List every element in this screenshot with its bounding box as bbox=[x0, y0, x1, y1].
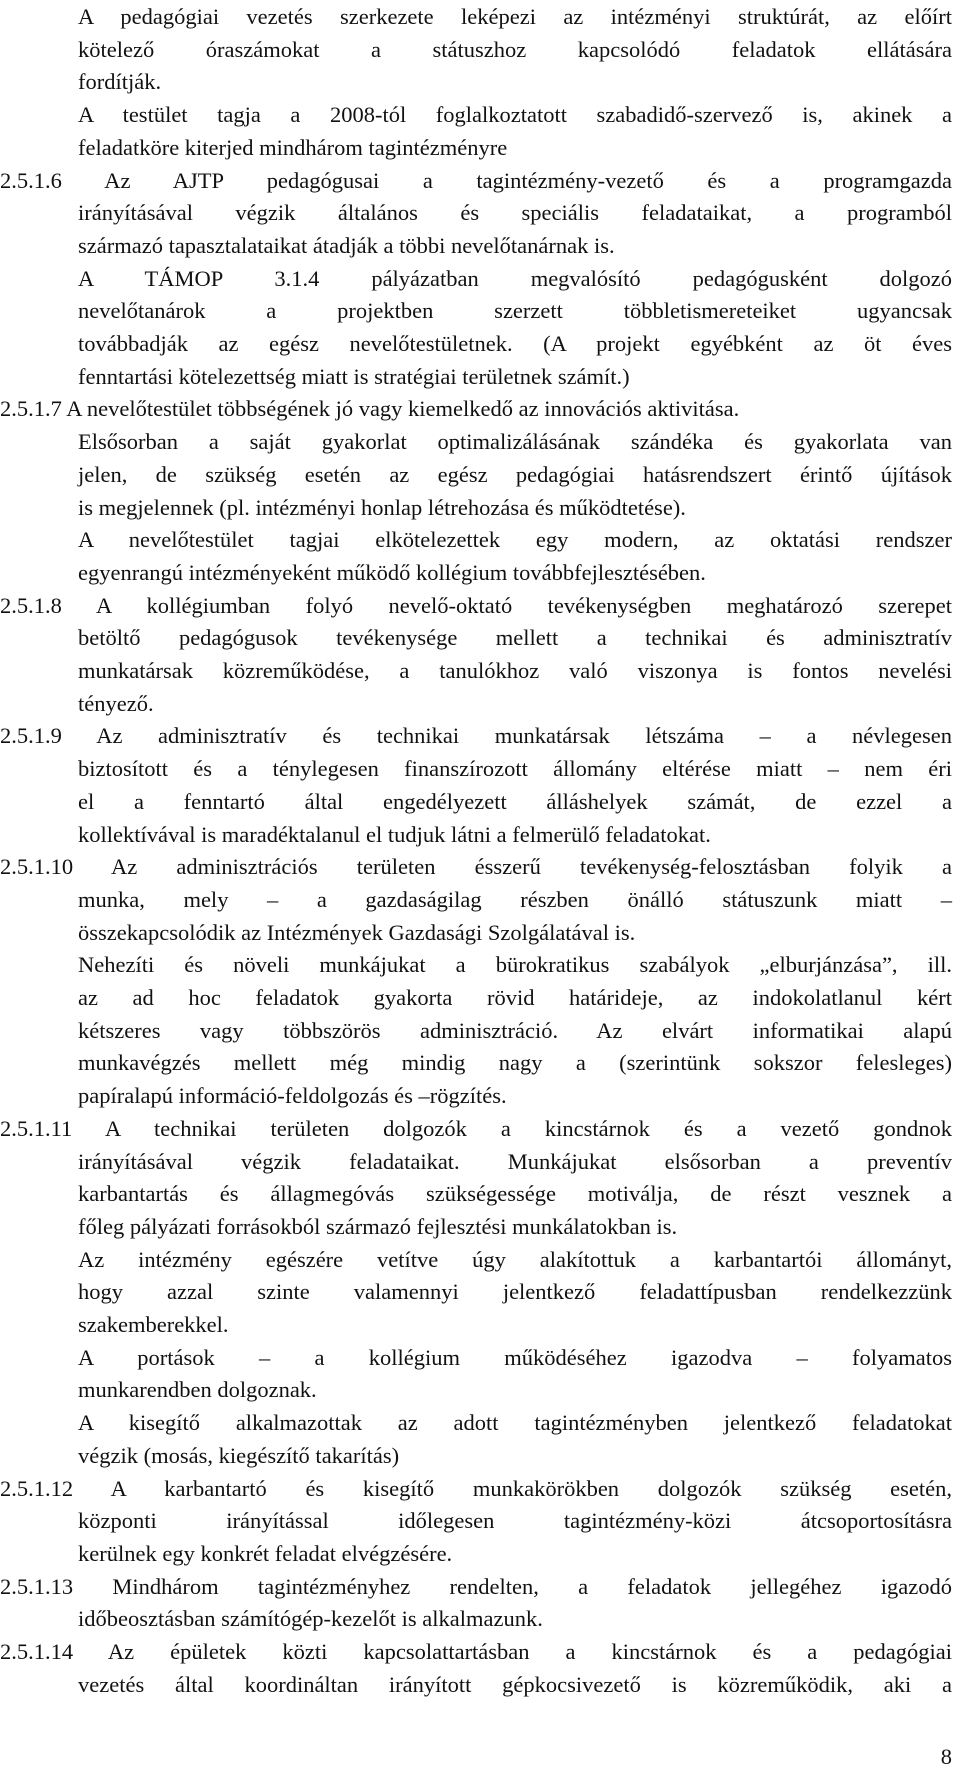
line-text: kollektívával is maradéktalanul el tudjuk látni a felmerülő feladatokat. bbox=[78, 821, 711, 847]
line-text: feladatköre kiterjed mindhárom tagintézményre bbox=[78, 134, 508, 160]
line-text: Nehezíti és növeli munkájukat a bürokratikus szabályok „elburjánzása”, ill. bbox=[78, 952, 952, 978]
line-text: szakemberekkel. bbox=[78, 1312, 229, 1337]
paragraph-line bbox=[78, 556, 952, 589]
line-text: egyenrangú intézményeként működő kollégium továbbfejlesztésében. bbox=[78, 559, 706, 585]
numbered-paragraph-line bbox=[0, 1472, 952, 1505]
section-text: Az AJTP pedagógusai a tagintézmény-vezető és a programgazda bbox=[61, 167, 952, 193]
paragraph-line bbox=[78, 1308, 952, 1341]
line-text: továbbadják az egész nevelőtestületnek. (A projekt egyébként az öt éves bbox=[78, 331, 952, 356]
line-text: papíralapú információ-feldolgozás és –rögzítés. bbox=[78, 1083, 507, 1109]
section-number: 2.5.1.9 bbox=[0, 723, 62, 749]
paragraph-line bbox=[78, 654, 952, 687]
line-text: hogy azzal szinte valamennyi jelentkező feladattípusban rendelkezzünk bbox=[78, 1279, 952, 1305]
paragraph-line bbox=[78, 0, 952, 33]
paragraph-line bbox=[78, 687, 952, 720]
paragraph-line bbox=[78, 1406, 952, 1439]
paragraph-line bbox=[78, 262, 952, 295]
paragraph-line bbox=[78, 425, 952, 458]
paragraph-line bbox=[78, 98, 952, 131]
line-text: A nevelőtestület tagjai elkötelezettek egy modern, az oktatási rendszer bbox=[78, 527, 952, 553]
paragraph-line bbox=[78, 1341, 952, 1374]
line-text: főleg pályázati forrásokból származó fejlesztési munkálatokban is. bbox=[78, 1213, 678, 1239]
numbered-paragraph-line bbox=[0, 164, 952, 197]
line-text: időbeosztásban számítógép-kezelőt is alkalmazunk. bbox=[78, 1606, 543, 1632]
line-text: munkarendben dolgoznak. bbox=[78, 1377, 317, 1403]
line-text: jelen, de szükség esetén az egész pedagógiai hatásrendszert érintő újítások bbox=[78, 461, 952, 487]
line-text: fenntartási kötelezettség miatt is stratégiai területnek számít.) bbox=[78, 363, 630, 389]
line-text: kétszeres vagy többszörös adminisztráció. Az elvárt informatikai alapú bbox=[78, 1017, 952, 1043]
section-number: 2.5.1.6 bbox=[0, 167, 62, 193]
paragraph-line bbox=[78, 1046, 952, 1079]
line-text: is megjelennek (pl. intézményi honlap létrehozása és működtetése). bbox=[78, 494, 686, 520]
section-number: 2.5.1.14 bbox=[0, 1639, 74, 1664]
line-text: vezetés által koordináltan irányított gépkocsivezető is közreműködik, aki a bbox=[78, 1671, 952, 1697]
line-text: biztosított és a ténylegesen finanszírozott állomány eltérése miatt – nem éri bbox=[78, 756, 952, 782]
line-text: munka, mely – a gazdaságilag részben önálló státuszunk miatt – bbox=[78, 886, 952, 912]
numbered-paragraph-line bbox=[0, 392, 952, 425]
numbered-paragraph-line bbox=[0, 1570, 952, 1603]
section-number: 2.5.1.8 bbox=[0, 592, 62, 618]
paragraph-line bbox=[78, 360, 952, 393]
section-text: A karbantartó és kisegítő munkakörökben dolgozók szükség esetén, bbox=[73, 1475, 952, 1501]
line-text: betöltő pedagógusok tevékenysége mellett a technikai és adminisztratív bbox=[78, 625, 952, 651]
paragraph-line bbox=[78, 1177, 952, 1210]
line-text: nevelőtanárok a projektben szerzett többletismereteiket ugyancsak bbox=[78, 298, 952, 324]
numbered-paragraph-line bbox=[0, 589, 952, 622]
numbered-paragraph-line bbox=[0, 1112, 952, 1145]
section-number: 2.5.1.7 bbox=[0, 396, 62, 422]
section-number: 2.5.1.11 bbox=[0, 1115, 73, 1141]
line-text: irányításával végzik általános és speciális feladataikat, a programból bbox=[78, 200, 952, 226]
line-text: központi irányítással időlegesen tagintézmény-közi átcsoportosításra bbox=[78, 1508, 952, 1534]
line-text: el a fenntartó által engedélyezett álláshelyek számát, de ezzel a bbox=[78, 788, 952, 814]
section-number: 2.5.1.10 bbox=[0, 854, 74, 880]
paragraph-line bbox=[78, 196, 952, 229]
paragraph-line bbox=[78, 1079, 952, 1112]
paragraph-line bbox=[78, 1668, 952, 1701]
paragraph-line bbox=[78, 1373, 952, 1406]
section-text: Az épületek közti kapcsolattartásban a kincstárnok és a pedagógiai bbox=[73, 1639, 952, 1664]
line-text: A TÁMOP 3.1.4 pályázatban megvalósító pedagógusként dolgozó bbox=[78, 265, 952, 291]
line-text: irányításával végzik feladataikat. Munkájukat elsősorban a preventív bbox=[78, 1148, 952, 1174]
paragraph-line bbox=[78, 1210, 952, 1243]
paragraph-line bbox=[78, 752, 952, 785]
paragraph-line bbox=[78, 621, 952, 654]
paragraph-line bbox=[78, 327, 952, 360]
paragraph-line bbox=[78, 1243, 952, 1276]
line-text: karbantartás és állagmegóvás szükségessége motiválja, de részt vesznek a bbox=[78, 1181, 952, 1207]
paragraph-line bbox=[78, 785, 952, 818]
numbered-paragraph-line bbox=[0, 850, 952, 883]
line-text: kötelező óraszámokat a státuszhoz kapcsolódó feladatok ellátására bbox=[78, 36, 952, 62]
paragraph-line bbox=[78, 523, 952, 556]
line-text: A portások – a kollégium működéséhez igazodva – folyamatos bbox=[78, 1344, 952, 1370]
line-text: tényező. bbox=[78, 690, 154, 716]
paragraph-line bbox=[78, 1504, 952, 1537]
paragraph-line bbox=[78, 948, 952, 981]
line-text: az ad hoc feladatok gyakorta rövid határideje, az indokolatlanul kért bbox=[78, 985, 952, 1010]
paragraph-line bbox=[78, 33, 952, 66]
paragraph-line bbox=[78, 1439, 952, 1472]
paragraph-line bbox=[78, 1275, 952, 1308]
paragraph-line bbox=[78, 65, 952, 98]
page-number: 8 bbox=[940, 1744, 952, 1769]
line-text: Elsősorban a saját gyakorlat optimalizálásának szándéka és gyakorlata van bbox=[78, 429, 952, 455]
paragraph-line bbox=[78, 294, 952, 327]
line-text: munkavégzés mellett még mindig nagy a (szerintünk sokszor felesleges) bbox=[78, 1050, 952, 1076]
paragraph-line bbox=[78, 1145, 952, 1178]
line-text: végzik (mosás, kiegészítő takarítás) bbox=[78, 1442, 400, 1468]
line-text: összekapcsolódik az Intézmények Gazdasági Szolgálatával is. bbox=[78, 919, 636, 945]
section-text: A nevelőtestület többségének jó vagy kiemelkedő az innovációs aktivitása. bbox=[61, 396, 740, 422]
paragraph-line bbox=[78, 1014, 952, 1047]
line-text: fordítják. bbox=[78, 69, 162, 95]
paragraph-line bbox=[78, 981, 952, 1014]
paragraph-line bbox=[78, 458, 952, 491]
section-number: 2.5.1.12 bbox=[0, 1475, 74, 1501]
line-text: kerülnek egy konkrét feladat elvégzésére. bbox=[78, 1540, 453, 1566]
paragraph-line bbox=[78, 1602, 952, 1635]
line-text: A pedagógiai vezetés szerkezete leképezi az intézményi struktúrát, az előírt bbox=[78, 4, 952, 29]
paragraph-line bbox=[78, 229, 952, 262]
line-text: Az intézmény egészére vetítve úgy alakítottuk a karbantartói állományt, bbox=[78, 1246, 952, 1272]
line-text: A kisegítő alkalmazottak az adott tagintézményben jelentkező feladatokat bbox=[78, 1410, 952, 1436]
paragraph-line bbox=[78, 131, 952, 164]
line-text: származó tapasztalataikat átadják a többi nevelőtanárnak is. bbox=[78, 232, 615, 258]
section-text: A technikai területen dolgozók a kincstárnok és a vezető gondnok bbox=[72, 1115, 952, 1141]
line-text: munkatársak közreműködése, a tanulókhoz való viszonya is fontos nevelési bbox=[78, 658, 952, 683]
section-number: 2.5.1.13 bbox=[0, 1573, 74, 1599]
section-text: Mindhárom tagintézményhez rendelten, a feladatok jellegéhez igazodó bbox=[73, 1573, 952, 1599]
line-text: A testület tagja a 2008-tól foglalkoztatott szabadidő-szervező is, akinek a bbox=[78, 102, 952, 128]
section-text: Az adminisztrációs területen ésszerű tevékenység-felosztásban folyik a bbox=[73, 854, 952, 880]
numbered-paragraph-line bbox=[0, 719, 952, 752]
section-text: A kollégiumban folyó nevelő-oktató tevékenységben meghatározó szerepet bbox=[61, 592, 952, 618]
paragraph-line bbox=[78, 1537, 952, 1570]
paragraph-line bbox=[78, 883, 952, 916]
section-text: Az adminisztratív és technikai munkatársak létszáma – a névlegesen bbox=[61, 723, 952, 749]
paragraph-line bbox=[78, 916, 952, 949]
numbered-paragraph-line bbox=[0, 1635, 952, 1668]
paragraph-line bbox=[78, 818, 952, 851]
paragraph-line bbox=[78, 491, 952, 524]
